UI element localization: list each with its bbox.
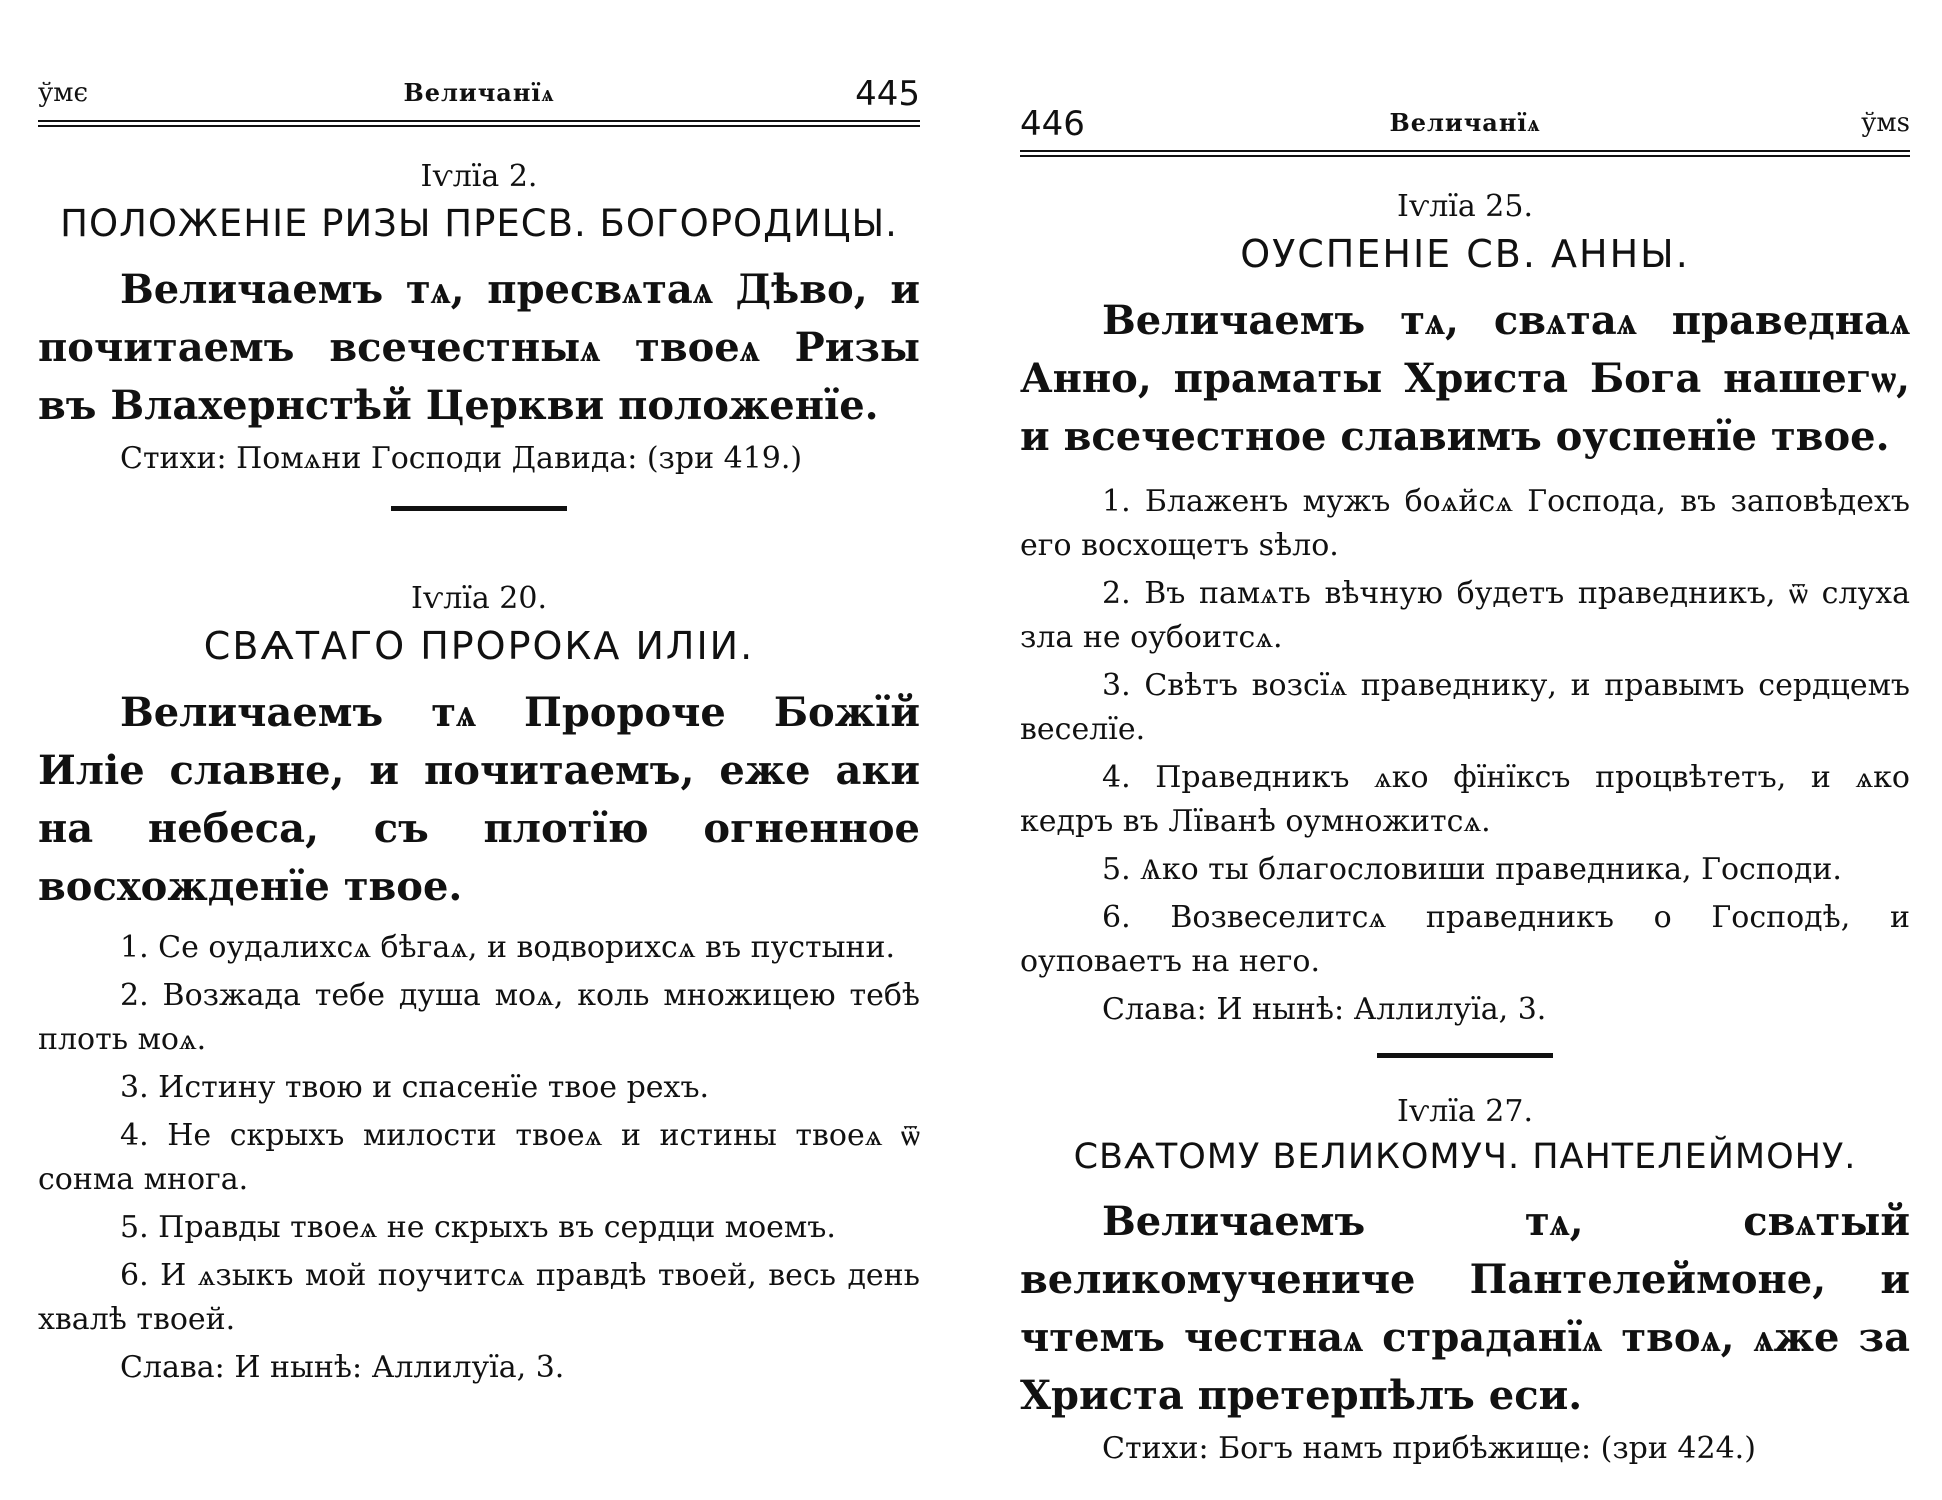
psalm-verse: 4. Не скрыхъ милости твоеѧ и истины твоеѧ ѿ сонма многа.: [38, 1118, 920, 1197]
running-header: [1020, 104, 1910, 148]
psalm-verse: 3. Свѣтъ возсїѧ праведнику, и правымъ сердцемъ веселїе.: [1020, 668, 1910, 747]
psalm-verse: 6. Возвеселитсѧ праведникъ о Господѣ, и оуповаетъ на него.: [1020, 900, 1910, 979]
feast-date: Іѵлїа 27.: [1397, 1094, 1533, 1129]
section-july-27: [1020, 1094, 1910, 1466]
feast-date: Іѵлїа 25.: [1397, 189, 1533, 224]
section-july-25: [1020, 189, 1910, 1027]
header-rule: [1020, 150, 1910, 157]
feast-title: СВѦТАГО ПРОРОКА ИЛІИ.: [203, 624, 755, 668]
stikhi-line: Стихи: Помѧни Господи Давида: (зри 419.): [120, 441, 803, 476]
feast-date: Іѵлїа 2.: [420, 159, 538, 194]
folio-slavonic: ўмѕ: [1861, 108, 1910, 138]
folio-slavonic: ўмє: [38, 78, 89, 108]
section-divider: [391, 506, 567, 511]
stikhi-line: Стихи: Богъ намъ прибѣжище: (зри 424.): [1102, 1431, 1756, 1466]
feast-title: СВѦТОМУ ВЕЛИКОМУЧ. ПАНТЕЛЕЙМОНУ.: [1073, 1137, 1857, 1177]
psalm-verse: 2. Возжада тебе душа моѧ, коль множицею тебѣ плоть моѧ.: [38, 978, 920, 1057]
magnification-hymn: Величаемъ тѧ, свѧтаѧ праведнаѧ Анно, праматы Христа Бога нашегѡ, и всечестное славимъ оуспенїе твое.: [1020, 297, 1910, 460]
page-number: 445: [855, 74, 920, 114]
left-page: [38, 0, 920, 1500]
feast-title: ОУСПЕНІЕ СВ. АННЫ.: [1240, 232, 1690, 276]
psalm-verse: 1. Се оудалихсѧ бѣгаѧ, и водворихсѧ въ пустыни.: [120, 930, 896, 965]
running-header: [38, 74, 920, 118]
running-title: Величанїѧ: [403, 78, 555, 107]
section-divider: [1377, 1053, 1553, 1058]
right-page: [1020, 0, 1910, 1500]
psalm-verse: 4. Праведникъ ѧко фїнїксъ процвѣтетъ, и ѧко кедръ въ Лїванѣ оумножитсѧ.: [1020, 760, 1910, 839]
running-title: Величанїѧ: [1389, 108, 1541, 137]
psalm-verse: 5. Правды твоеѧ не скрыхъ въ сердци моемъ.: [120, 1210, 836, 1245]
psalm-verse: 6. И ѧзыкъ мой поучитсѧ правдѣ твоей, весь день хвалѣ твоей.: [38, 1258, 920, 1337]
psalm-verse: 1. Блаженъ мужъ боѧйсѧ Господа, въ заповѣдехъ его восхощетъ ѕѣло.: [1020, 484, 1910, 563]
magnification-hymn: Величаемъ тѧ, пресвѧтаѧ Дѣво, и почитаемъ всечестныѧ твоеѧ Ризы въ Влахернстѣй Церкви положенїе.: [38, 266, 920, 429]
feast-date: Іѵлїа 20.: [411, 581, 547, 616]
psalm-verse: 5. Ѧко ты благословиши праведника, Господи.: [1102, 852, 1842, 887]
feast-title: ПОЛОЖЕНІЕ РИЗЫ ПРЕСВ. БОГОРОДИЦЫ.: [60, 202, 898, 245]
psalm-verse: 3. Истину твою и спасенїе твое рехъ.: [120, 1070, 710, 1105]
glory-line: Слава: И нынѣ: Аллилуїа, 3.: [120, 1350, 565, 1385]
section-july-2: [38, 159, 920, 476]
section-july-20: [38, 581, 920, 1385]
magnification-hymn: Величаемъ тѧ, свѧтый великомучениче Пантелеймоне, и чтемъ честнаѧ страданїѧ твоѧ, ѧже за Христа претерпѣлъ еси.: [1020, 1198, 1910, 1419]
header-rule: [38, 120, 920, 127]
glory-line: Слава: И нынѣ: Аллилуїа, 3.: [1102, 992, 1547, 1027]
psalm-verse: 2. Въ памѧть вѣчную будетъ праведникъ, ѿ слуха зла не оубоитсѧ.: [1020, 576, 1910, 655]
page-number: 446: [1020, 104, 1085, 144]
magnification-hymn: Величаемъ тѧ Пророче Божїй Иліе славне, и почитаемъ, еже аки на небеса, съ плотїю огненное восхожденїе твое.: [38, 689, 920, 910]
